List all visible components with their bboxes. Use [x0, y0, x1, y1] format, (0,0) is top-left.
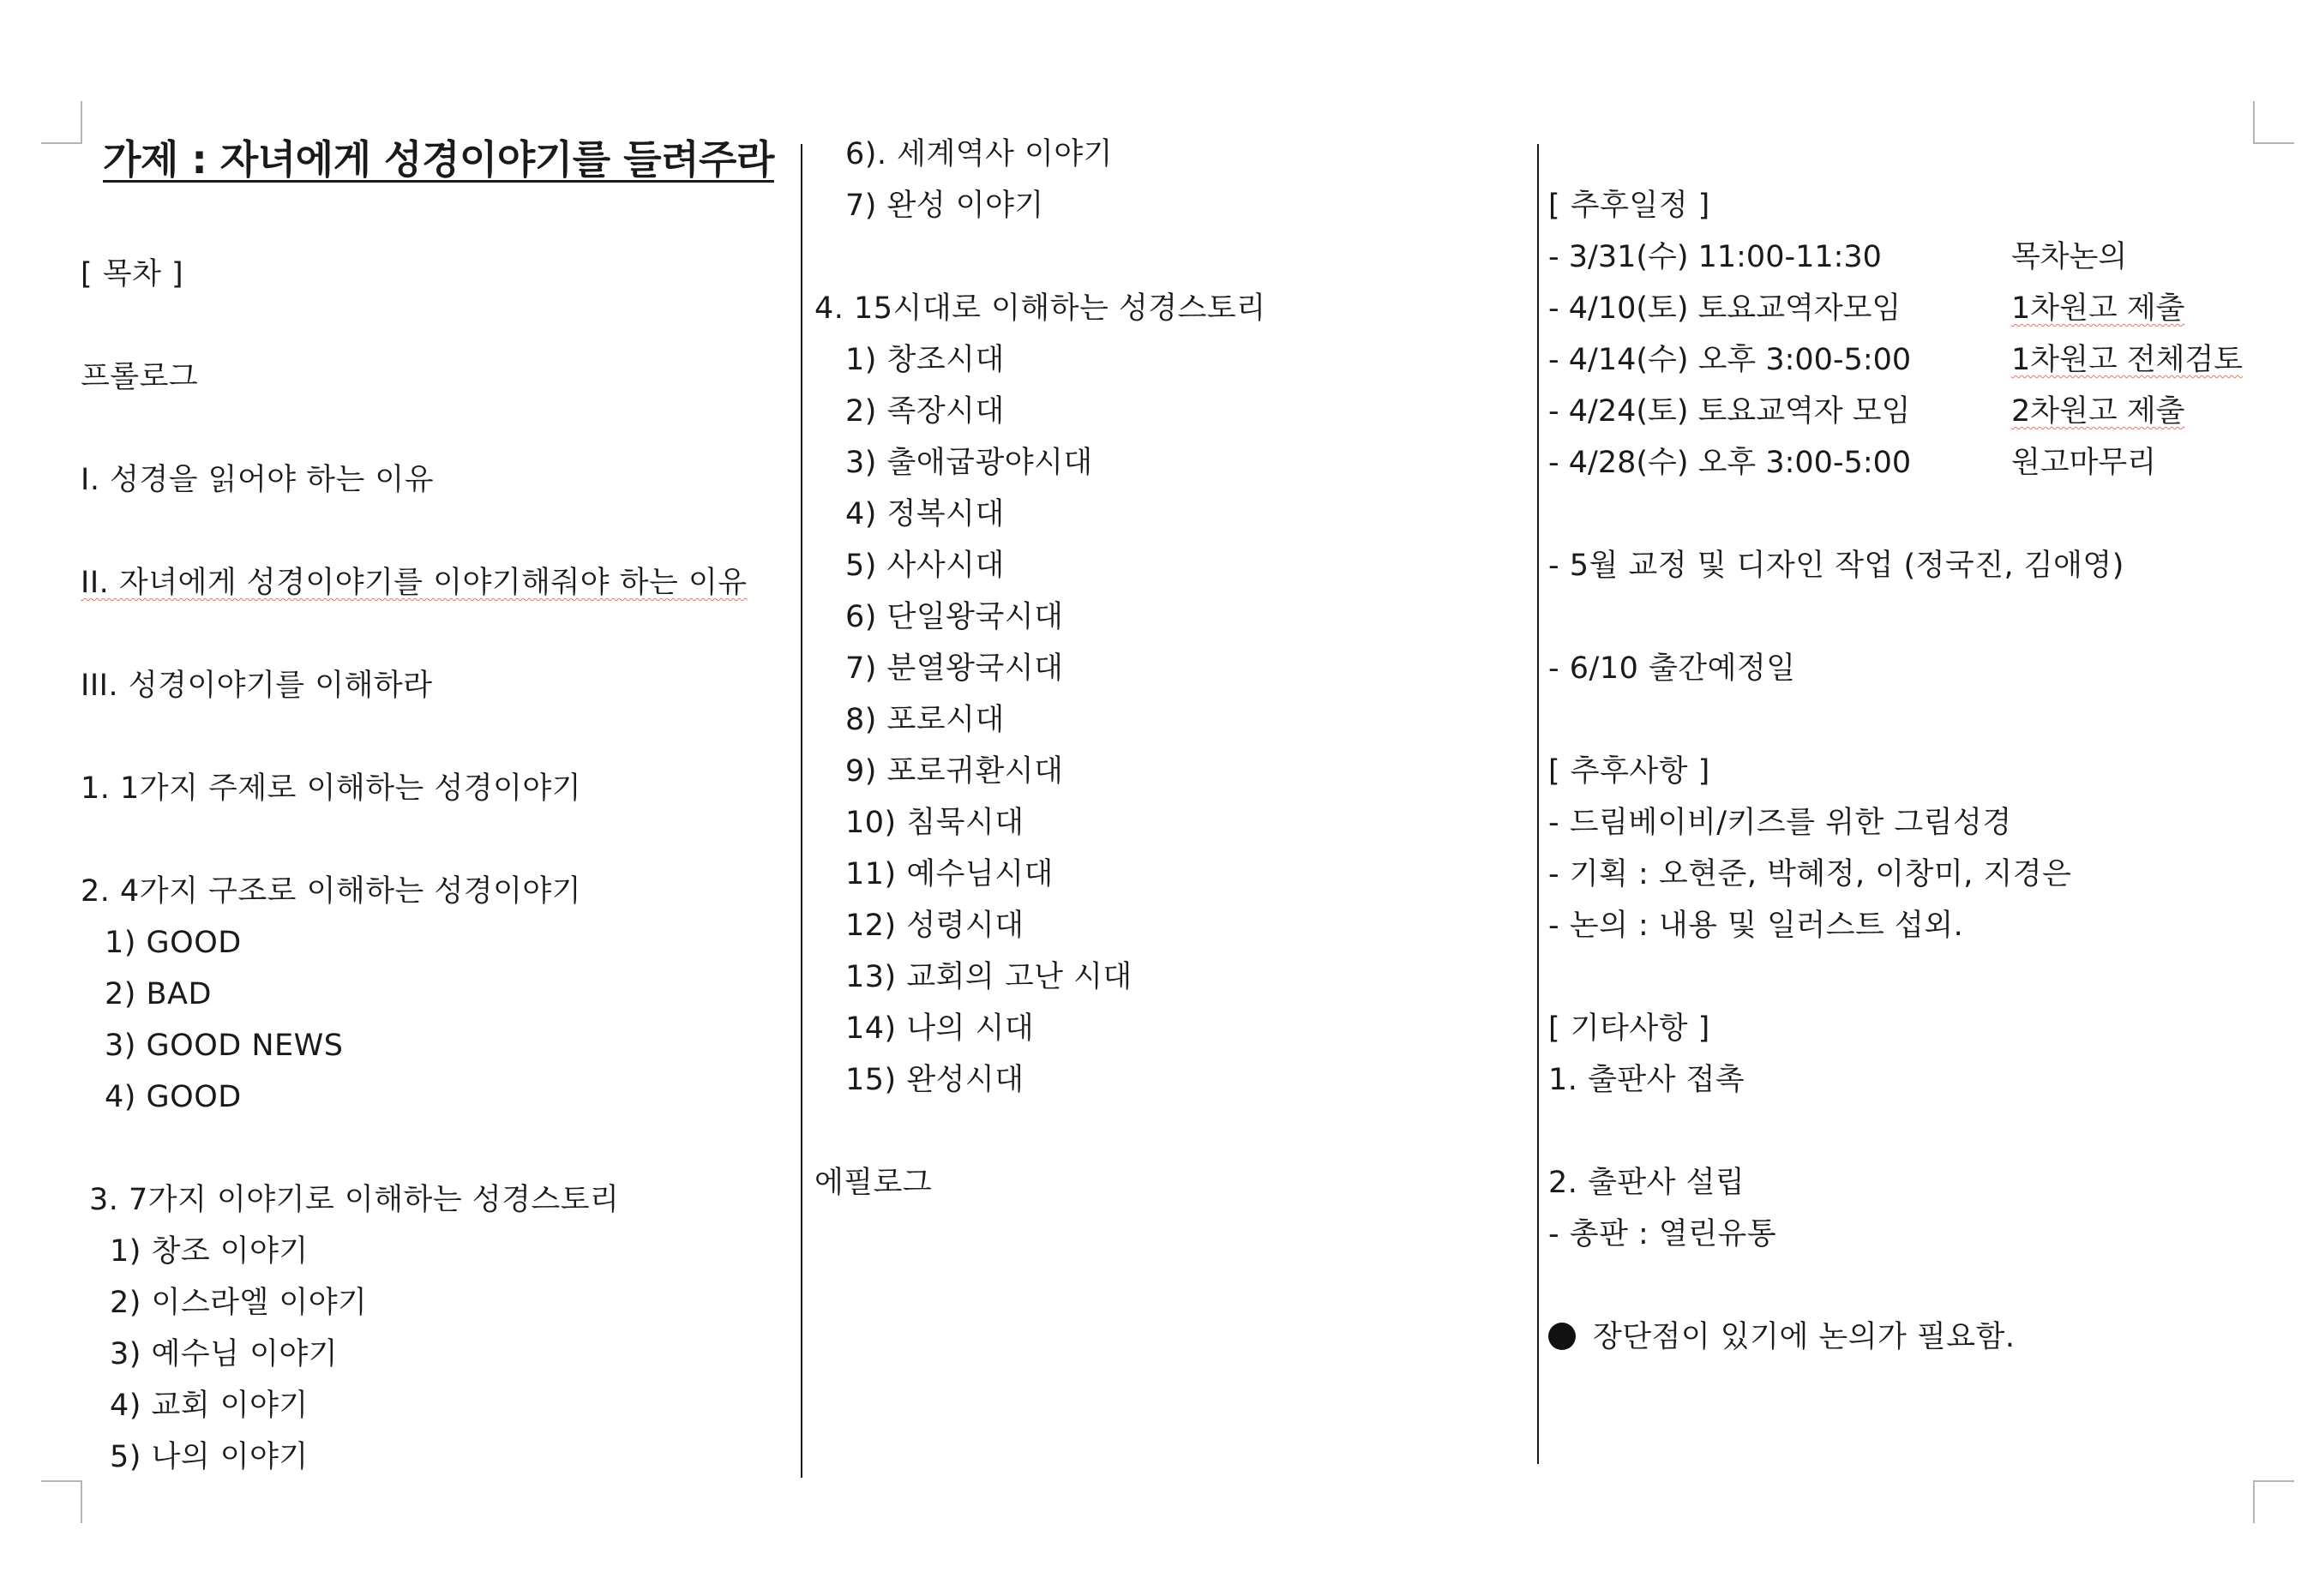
column-divider-1 [801, 144, 802, 1478]
bullet-note-text: 장단점이 있기에 논의가 필요함. [1593, 1320, 2016, 1354]
spellcheck-word: 1차원고 제출 [2011, 291, 2185, 326]
toc-subitem: 7) 완성 이야기 [845, 189, 1044, 223]
followup-header: [ 추후사항 ] [1548, 754, 1710, 789]
schedule-date: - 4/10(토) 토요교역자모임 [1548, 291, 1901, 326]
other-item: 1. 출판사 접촉 [1548, 1063, 1745, 1097]
toc-subitem: 4) 정복시대 [845, 497, 1005, 531]
toc-subitem: 1) 창조 이야기 [110, 1234, 309, 1269]
schedule-date: - 4/28(수) 오후 3:00-5:00 [1548, 446, 1912, 480]
toc-subitem: 5) 사사시대 [845, 549, 1005, 583]
schedule-task [2011, 290, 2184, 327]
toc-subitem: 4) GOOD [105, 1080, 242, 1114]
toc-subitem: 7) 분열왕국시대 [845, 651, 1064, 686]
crop-mark-bottom-left [41, 1480, 82, 1523]
schedule-date: - 4/24(토) 토요교역자 모임 [1548, 394, 1911, 429]
other-item: - 총판 : 열린유통 [1548, 1217, 1777, 1251]
toc-item: 4. 15시대로 이해하는 성경스토리 [814, 291, 1266, 326]
toc-subitem: 11) 예수님시대 [845, 857, 1054, 891]
toc-item-prologue: 프롤로그 [81, 360, 199, 394]
schedule-task [2011, 393, 2184, 430]
toc-subitem: 6). 세계역사 이야기 [845, 137, 1113, 171]
crop-mark-top-left [41, 101, 82, 144]
toc-subitem: 12) 성령시대 [845, 909, 1024, 943]
toc-subitem: 2) 족장시대 [845, 394, 1005, 429]
toc-subitem: 2) BAD [105, 977, 212, 1011]
schedule-date: - 4/14(수) 오후 3:00-5:00 [1548, 343, 1912, 377]
toc-subitem: 1) GOOD [105, 926, 242, 960]
toc-subitem: 15) 완성시대 [845, 1063, 1024, 1097]
other-item: 2. 출판사 설립 [1548, 1166, 1745, 1200]
toc-item: III. 성경이야기를 이해하라 [81, 669, 433, 703]
followup-item: - 논의 : 내용 및 일러스트 섭외. [1548, 909, 1964, 943]
toc-subitem: 5) 나의 이야기 [110, 1440, 309, 1474]
toc-item: 1. 1가지 주제로 이해하는 성경이야기 [81, 771, 582, 806]
toc-subitem: 9) 포로귀환시대 [845, 754, 1064, 789]
toc-subitem: 13) 교회의 고난 시대 [845, 960, 1132, 994]
toc-subitem: 4) 교회 이야기 [110, 1389, 309, 1423]
toc-item: I. 성경을 읽어야 하는 이유 [81, 463, 435, 497]
column-divider-2 [1537, 144, 1539, 1464]
followup-item: - 기획 : 오현준, 박혜정, 이창미, 지경은 [1548, 857, 2072, 891]
toc-header: [ 목차 ] [81, 257, 184, 291]
schedule-task: 원고마무리 [2011, 446, 2157, 480]
schedule-task [2011, 341, 2243, 379]
toc-subitem: 8) 포로시대 [845, 703, 1005, 737]
toc-subitem: 3) GOOD NEWS [105, 1029, 344, 1063]
toc-item: 3. 7가지 이야기로 이해하는 성경스토리 [89, 1183, 620, 1217]
toc-subitem: 6) 단일왕국시대 [845, 600, 1064, 634]
spellcheck-word: II. 자녀에게 성경이야기를 이야기해줘야 하는 이유 [81, 566, 748, 600]
followup-item: - 드림베이비/키즈를 위한 그림성경 [1548, 806, 2012, 840]
schedule-task: 목차논의 [2011, 240, 2128, 274]
spellcheck-word: 1차원고 전체검토 [2011, 343, 2244, 377]
spellcheck-word: 2차원고 제출 [2011, 394, 2185, 429]
other-header: [ 기타사항 ] [1548, 1011, 1710, 1046]
toc-subitem: 14) 나의 시대 [845, 1011, 1035, 1046]
toc-subitem: 3) 예수님 이야기 [110, 1337, 339, 1371]
schedule-header: [ 추후일정 ] [1548, 189, 1710, 223]
schedule-date: - 3/31(수) 11:00-11:30 [1548, 240, 1882, 274]
may-note: - 5월 교정 및 디자인 작업 (정국진, 김애영) [1548, 549, 2124, 583]
crop-mark-bottom-right [2253, 1480, 2294, 1523]
bullet-note [1548, 1318, 2016, 1356]
toc-subitem: 3) 출애굽광야시대 [845, 446, 1093, 480]
toc-item-epilogue: 에필로그 [814, 1166, 933, 1200]
release-note: - 6/10 출간예정일 [1548, 651, 1796, 686]
bullet-icon [1548, 1323, 1576, 1350]
toc-item [81, 564, 748, 602]
crop-mark-top-right [2253, 101, 2294, 144]
document-title: 가제 : 자녀에게 성경이야기를 들려주라 [103, 136, 774, 183]
toc-subitem: 10) 침묵시대 [845, 806, 1024, 840]
toc-item: 2. 4가지 구조로 이해하는 성경이야기 [81, 874, 582, 909]
toc-subitem: 2) 이스라엘 이야기 [110, 1286, 368, 1320]
toc-subitem: 1) 창조시대 [845, 343, 1005, 377]
